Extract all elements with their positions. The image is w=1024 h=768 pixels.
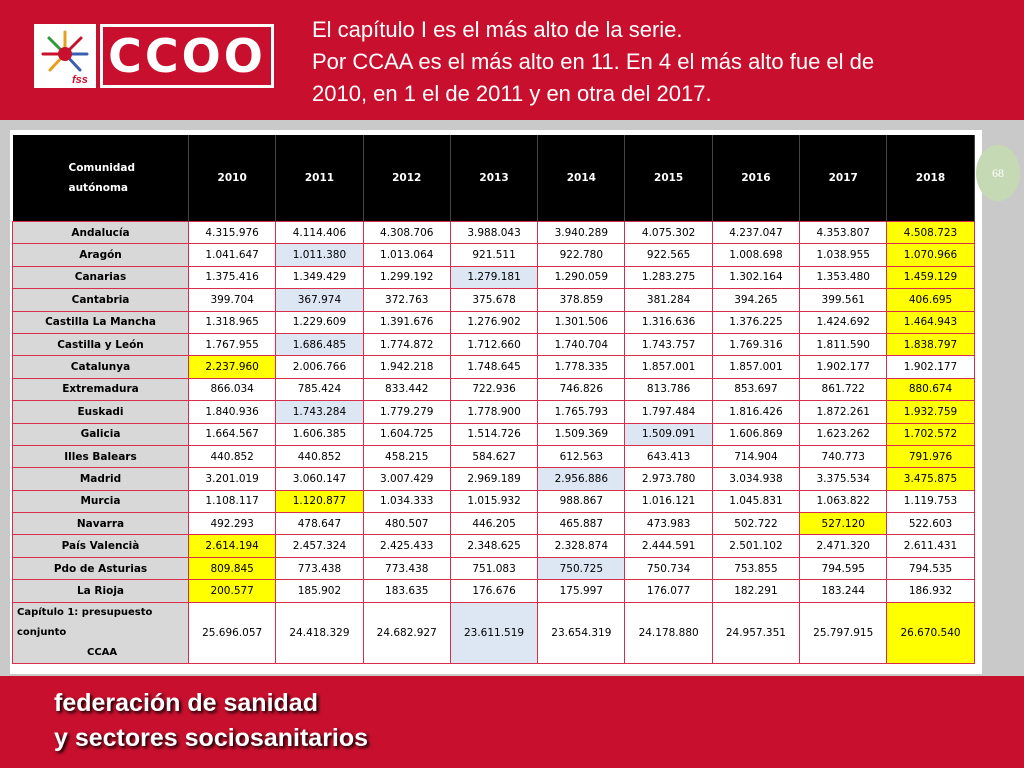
- value-cell: 2.006.766: [276, 356, 363, 378]
- value-cell: 833.442: [363, 378, 450, 400]
- value-cell: 1.299.192: [363, 266, 450, 288]
- value-cell: 1.034.333: [363, 490, 450, 512]
- value-cell: 1.748.645: [450, 356, 537, 378]
- value-cell: 375.678: [450, 289, 537, 311]
- svg-text:fss: fss: [72, 74, 88, 86]
- value-cell: 1.902.177: [887, 356, 974, 378]
- table-row: [13, 222, 975, 244]
- value-cell: 740.773: [800, 445, 887, 467]
- value-cell: 2.611.431: [887, 535, 974, 557]
- region-name: Pdo de Asturias: [13, 557, 189, 579]
- value-cell: 1.016.121: [625, 490, 712, 512]
- value-cell: 1.774.872: [363, 333, 450, 355]
- value-cell: 502.722: [712, 513, 799, 535]
- value-cell: 866.034: [189, 378, 276, 400]
- ccoo-wordmark: [100, 24, 274, 88]
- heading-line-1: El capítulo I es el más alto de la serie.: [312, 17, 683, 42]
- value-cell: 367.974: [276, 289, 363, 311]
- value-cell: 1.120.877: [276, 490, 363, 512]
- value-cell: 1.290.059: [538, 266, 625, 288]
- value-cell: 1.606.869: [712, 423, 799, 445]
- value-cell: 2.444.591: [625, 535, 712, 557]
- value-cell: 527.120: [800, 513, 887, 535]
- value-cell: 1.857.001: [625, 356, 712, 378]
- total-value-cell: 23.611.519: [450, 602, 537, 663]
- region-name: Galicia: [13, 423, 189, 445]
- table-row: [13, 468, 975, 490]
- value-cell: 1.424.692: [800, 311, 887, 333]
- table-row: [13, 423, 975, 445]
- value-cell: 1.045.831: [712, 490, 799, 512]
- value-cell: 1.816.426: [712, 401, 799, 423]
- col-header-year: 2017: [800, 135, 887, 222]
- logo-text: CCOO: [108, 29, 266, 83]
- value-cell: 175.997: [538, 580, 625, 602]
- value-cell: 381.284: [625, 289, 712, 311]
- value-cell: 1.038.955: [800, 244, 887, 266]
- value-cell: 1.063.822: [800, 490, 887, 512]
- value-cell: 185.902: [276, 580, 363, 602]
- total-value-cell: 24.682.927: [363, 602, 450, 663]
- value-cell: 3.201.019: [189, 468, 276, 490]
- value-cell: 458.215: [363, 445, 450, 467]
- table-row: [13, 401, 975, 423]
- value-cell: 1.316.636: [625, 311, 712, 333]
- fss-emblem-icon: [34, 24, 96, 88]
- value-cell: 1.376.225: [712, 311, 799, 333]
- value-cell: 1.779.279: [363, 401, 450, 423]
- col-header-year: 2014: [538, 135, 625, 222]
- value-cell: 1.769.316: [712, 333, 799, 355]
- total-label-line-1: Capítulo 1: presupuesto conjunto: [17, 606, 153, 638]
- footer-text: [54, 686, 368, 756]
- value-cell: 750.734: [625, 557, 712, 579]
- value-cell: 1.375.416: [189, 266, 276, 288]
- value-cell: 2.471.320: [800, 535, 887, 557]
- value-cell: 1.318.965: [189, 311, 276, 333]
- value-cell: 880.674: [887, 378, 974, 400]
- value-cell: 1.942.218: [363, 356, 450, 378]
- region-name: Extremadura: [13, 378, 189, 400]
- region-name: Canarias: [13, 266, 189, 288]
- value-cell: 3.375.534: [800, 468, 887, 490]
- value-cell: 1.778.335: [538, 356, 625, 378]
- value-cell: 3.060.147: [276, 468, 363, 490]
- total-value-cell: 23.654.319: [538, 602, 625, 663]
- value-cell: 1.229.609: [276, 311, 363, 333]
- value-cell: 922.780: [538, 244, 625, 266]
- value-cell: 1.108.117: [189, 490, 276, 512]
- value-cell: 2.328.874: [538, 535, 625, 557]
- table-header-row: [13, 135, 975, 222]
- table-row: [13, 557, 975, 579]
- ccoo-logo: [34, 24, 274, 88]
- value-cell: 3.007.429: [363, 468, 450, 490]
- value-cell: 1.509.091: [625, 423, 712, 445]
- value-cell: 4.508.723: [887, 222, 974, 244]
- value-cell: 922.565: [625, 244, 712, 266]
- value-cell: 1.797.484: [625, 401, 712, 423]
- total-value-cell: 24.418.329: [276, 602, 363, 663]
- value-cell: 186.932: [887, 580, 974, 602]
- value-cell: 921.511: [450, 244, 537, 266]
- value-cell: 1.349.429: [276, 266, 363, 288]
- table-row: [13, 535, 975, 557]
- col-header-region: [13, 135, 189, 222]
- total-row: [13, 602, 975, 663]
- table-row: [13, 266, 975, 288]
- total-value-cell: 24.178.880: [625, 602, 712, 663]
- table-row: [13, 311, 975, 333]
- total-value-cell: 25.797.915: [800, 602, 887, 663]
- value-cell: 1.743.757: [625, 333, 712, 355]
- value-cell: 399.561: [800, 289, 887, 311]
- value-cell: 1.283.275: [625, 266, 712, 288]
- value-cell: 200.577: [189, 580, 276, 602]
- value-cell: 1.011.380: [276, 244, 363, 266]
- col-header-line-1: Comunidad: [68, 162, 136, 174]
- value-cell: 176.676: [450, 580, 537, 602]
- value-cell: 4.075.302: [625, 222, 712, 244]
- page-number: 68: [976, 145, 1020, 201]
- region-name: Illes Balears: [13, 445, 189, 467]
- value-cell: 1.778.900: [450, 401, 537, 423]
- total-value-cell: 24.957.351: [712, 602, 799, 663]
- total-value-cell: 26.670.540: [887, 602, 974, 663]
- value-cell: 1.902.177: [800, 356, 887, 378]
- col-header-year: 2010: [189, 135, 276, 222]
- value-cell: 2.348.625: [450, 535, 537, 557]
- value-cell: 2.501.102: [712, 535, 799, 557]
- value-cell: 440.852: [189, 445, 276, 467]
- value-cell: 522.603: [887, 513, 974, 535]
- col-header-year: 2012: [363, 135, 450, 222]
- total-value-cell: 25.696.057: [189, 602, 276, 663]
- value-cell: 465.887: [538, 513, 625, 535]
- value-cell: 372.763: [363, 289, 450, 311]
- table-row: [13, 513, 975, 535]
- value-cell: 1.740.704: [538, 333, 625, 355]
- value-cell: 1.013.064: [363, 244, 450, 266]
- value-cell: 1.857.001: [712, 356, 799, 378]
- value-cell: 1.119.753: [887, 490, 974, 512]
- value-cell: 1.301.506: [538, 311, 625, 333]
- value-cell: 1.008.698: [712, 244, 799, 266]
- value-cell: 1.041.647: [189, 244, 276, 266]
- value-cell: 2.237.960: [189, 356, 276, 378]
- col-header-year: 2018: [887, 135, 974, 222]
- value-cell: 1.070.966: [887, 244, 974, 266]
- value-cell: 1.767.955: [189, 333, 276, 355]
- footer-line-1: federación de sanidad: [54, 689, 318, 717]
- region-name: La Rioja: [13, 580, 189, 602]
- col-header-year: 2013: [450, 135, 537, 222]
- value-cell: 1.279.181: [450, 266, 537, 288]
- value-cell: 722.936: [450, 378, 537, 400]
- table-row: [13, 356, 975, 378]
- value-cell: 1.302.164: [712, 266, 799, 288]
- value-cell: 1.353.480: [800, 266, 887, 288]
- value-cell: 2.973.780: [625, 468, 712, 490]
- value-cell: 1.509.369: [538, 423, 625, 445]
- value-cell: 751.083: [450, 557, 537, 579]
- value-cell: 2.614.194: [189, 535, 276, 557]
- table-row: [13, 333, 975, 355]
- table-body: [13, 222, 975, 664]
- value-cell: 4.114.406: [276, 222, 363, 244]
- value-cell: 714.904: [712, 445, 799, 467]
- region-name: Aragón: [13, 244, 189, 266]
- heading-line-2: Por CCAA es el más alto en 11. En 4 el más alto fue el de: [312, 49, 875, 74]
- value-cell: 399.704: [189, 289, 276, 311]
- table-row: [13, 244, 975, 266]
- table-row: [13, 289, 975, 311]
- value-cell: 446.205: [450, 513, 537, 535]
- heading-line-3: 2010, en 1 el de 2011 y en otra del 2017.: [312, 81, 712, 106]
- region-name: Euskadi: [13, 401, 189, 423]
- value-cell: 1.811.590: [800, 333, 887, 355]
- value-cell: 3.475.875: [887, 468, 974, 490]
- value-cell: 809.845: [189, 557, 276, 579]
- region-name: Navarra: [13, 513, 189, 535]
- value-cell: 1.606.385: [276, 423, 363, 445]
- value-cell: 4.353.807: [800, 222, 887, 244]
- value-cell: 853.697: [712, 378, 799, 400]
- value-cell: 1.872.261: [800, 401, 887, 423]
- value-cell: 1.276.902: [450, 311, 537, 333]
- value-cell: 1.932.759: [887, 401, 974, 423]
- value-cell: 791.976: [887, 445, 974, 467]
- table-row: [13, 378, 975, 400]
- value-cell: 182.291: [712, 580, 799, 602]
- value-cell: 1.459.129: [887, 266, 974, 288]
- total-label-line-2: CCAA: [87, 646, 118, 658]
- value-cell: 1.765.793: [538, 401, 625, 423]
- value-cell: 2.969.189: [450, 468, 537, 490]
- value-cell: 3.940.289: [538, 222, 625, 244]
- value-cell: 1.623.262: [800, 423, 887, 445]
- total-label: [13, 602, 189, 663]
- region-name: Castilla y León: [13, 333, 189, 355]
- table-row: [13, 580, 975, 602]
- value-cell: 3.988.043: [450, 222, 537, 244]
- value-cell: 4.315.976: [189, 222, 276, 244]
- table-row: [13, 490, 975, 512]
- value-cell: 1.514.726: [450, 423, 537, 445]
- value-cell: 394.265: [712, 289, 799, 311]
- value-cell: 473.983: [625, 513, 712, 535]
- slide-heading: [312, 14, 1012, 110]
- region-name: Catalunya: [13, 356, 189, 378]
- value-cell: 4.308.706: [363, 222, 450, 244]
- value-cell: 1.838.797: [887, 333, 974, 355]
- value-cell: 492.293: [189, 513, 276, 535]
- value-cell: 746.826: [538, 378, 625, 400]
- table-row: [13, 445, 975, 467]
- col-header-year: 2011: [276, 135, 363, 222]
- value-cell: 478.647: [276, 513, 363, 535]
- value-cell: 750.725: [538, 557, 625, 579]
- region-name: Cantabria: [13, 289, 189, 311]
- value-cell: 176.077: [625, 580, 712, 602]
- value-cell: 1.664.567: [189, 423, 276, 445]
- value-cell: 1.686.485: [276, 333, 363, 355]
- value-cell: 406.695: [887, 289, 974, 311]
- value-cell: 1.840.936: [189, 401, 276, 423]
- value-cell: 794.595: [800, 557, 887, 579]
- budget-table: [12, 135, 975, 664]
- value-cell: 183.244: [800, 580, 887, 602]
- value-cell: 861.722: [800, 378, 887, 400]
- region-name: Castilla La Mancha: [13, 311, 189, 333]
- value-cell: 643.413: [625, 445, 712, 467]
- value-cell: 773.438: [276, 557, 363, 579]
- value-cell: 1.604.725: [363, 423, 450, 445]
- value-cell: 813.786: [625, 378, 712, 400]
- region-name: Madrid: [13, 468, 189, 490]
- value-cell: 378.859: [538, 289, 625, 311]
- value-cell: 2.956.886: [538, 468, 625, 490]
- value-cell: 3.034.938: [712, 468, 799, 490]
- footer-line-2: y sectores sociosanitarios: [54, 724, 369, 752]
- value-cell: 1.712.660: [450, 333, 537, 355]
- col-header-year: 2016: [712, 135, 799, 222]
- col-header-line-2: autónoma: [68, 182, 129, 194]
- value-cell: 785.424: [276, 378, 363, 400]
- region-name: Andalucía: [13, 222, 189, 244]
- value-cell: 183.635: [363, 580, 450, 602]
- value-cell: 794.535: [887, 557, 974, 579]
- value-cell: 1.015.932: [450, 490, 537, 512]
- value-cell: 440.852: [276, 445, 363, 467]
- value-cell: 753.855: [712, 557, 799, 579]
- region-name: País Valencià: [13, 535, 189, 557]
- value-cell: 584.627: [450, 445, 537, 467]
- region-name: Murcia: [13, 490, 189, 512]
- value-cell: 4.237.047: [712, 222, 799, 244]
- value-cell: 1.464.943: [887, 311, 974, 333]
- value-cell: 1.743.284: [276, 401, 363, 423]
- value-cell: 612.563: [538, 445, 625, 467]
- value-cell: 1.391.676: [363, 311, 450, 333]
- value-cell: 773.438: [363, 557, 450, 579]
- value-cell: 2.425.433: [363, 535, 450, 557]
- col-header-year: 2015: [625, 135, 712, 222]
- value-cell: 480.507: [363, 513, 450, 535]
- value-cell: 988.867: [538, 490, 625, 512]
- value-cell: 2.457.324: [276, 535, 363, 557]
- value-cell: 1.702.572: [887, 423, 974, 445]
